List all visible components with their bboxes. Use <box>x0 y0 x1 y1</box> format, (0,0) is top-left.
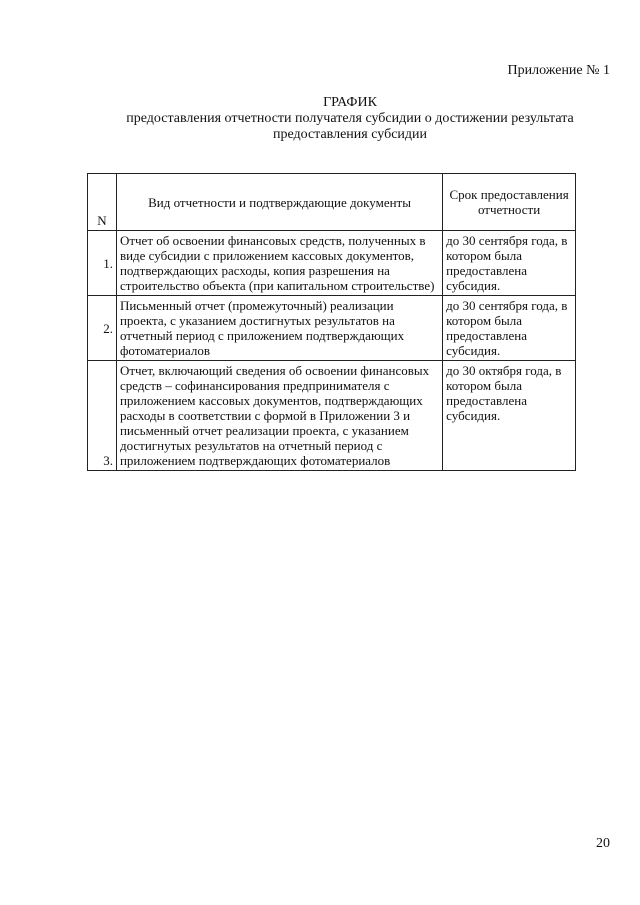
table-header-row <box>88 174 576 231</box>
table-row <box>88 231 576 296</box>
document-title: ГРАФИК <box>323 95 377 110</box>
row-documents: Отчет, включающий сведения об освоении финансовых средств – софинансирования предпринимателя с приложением кассовых документов, подтверждающих расходы в соответствии с формой в Приложении 3 и письменный отчет реализации проекта, с указанием достигнутых результатов на отчетный период с приложением подтверждающих фотоматериалов <box>116 361 442 471</box>
row-deadline: до 30 сентября года, в котором была предоставлена субсидия. <box>443 231 576 296</box>
row-documents: Письменный отчет (промежуточный) реализации проекта, с указанием достигнутых результатов на отчетный период с приложением подтверждающих фотоматериалов <box>116 296 442 361</box>
row-number: 2. <box>88 296 117 361</box>
reporting-schedule-table <box>87 173 576 471</box>
row-deadline: до 30 сентября года, в котором была предоставлена субсидия. <box>443 296 576 361</box>
column-header-documents: Вид отчетности и подтверждающие документы <box>116 174 442 231</box>
row-number: 1. <box>88 231 117 296</box>
row-deadline: до 30 октября года, в котором была предоставлена субсидия. <box>443 361 576 471</box>
document-subtitle: предоставления отчетности получателя субсидии о достижении результата предоставления субсидии <box>126 111 574 142</box>
row-documents: Отчет об освоении финансовых средств, полученных в виде субсидии с приложением кассовых документов, подтверждающих расходы, копия разрешения на строительство объекта (при капитальном строительстве) <box>116 231 442 296</box>
title-block <box>100 95 600 143</box>
table-row <box>88 361 576 471</box>
table-row <box>88 296 576 361</box>
column-header-deadline: Срок предоставления отчетности <box>443 174 576 231</box>
page-number: 20 <box>596 836 610 851</box>
column-header-number: N <box>88 174 117 231</box>
row-number: 3. <box>88 361 117 471</box>
appendix-label: Приложение № 1 <box>507 63 610 78</box>
